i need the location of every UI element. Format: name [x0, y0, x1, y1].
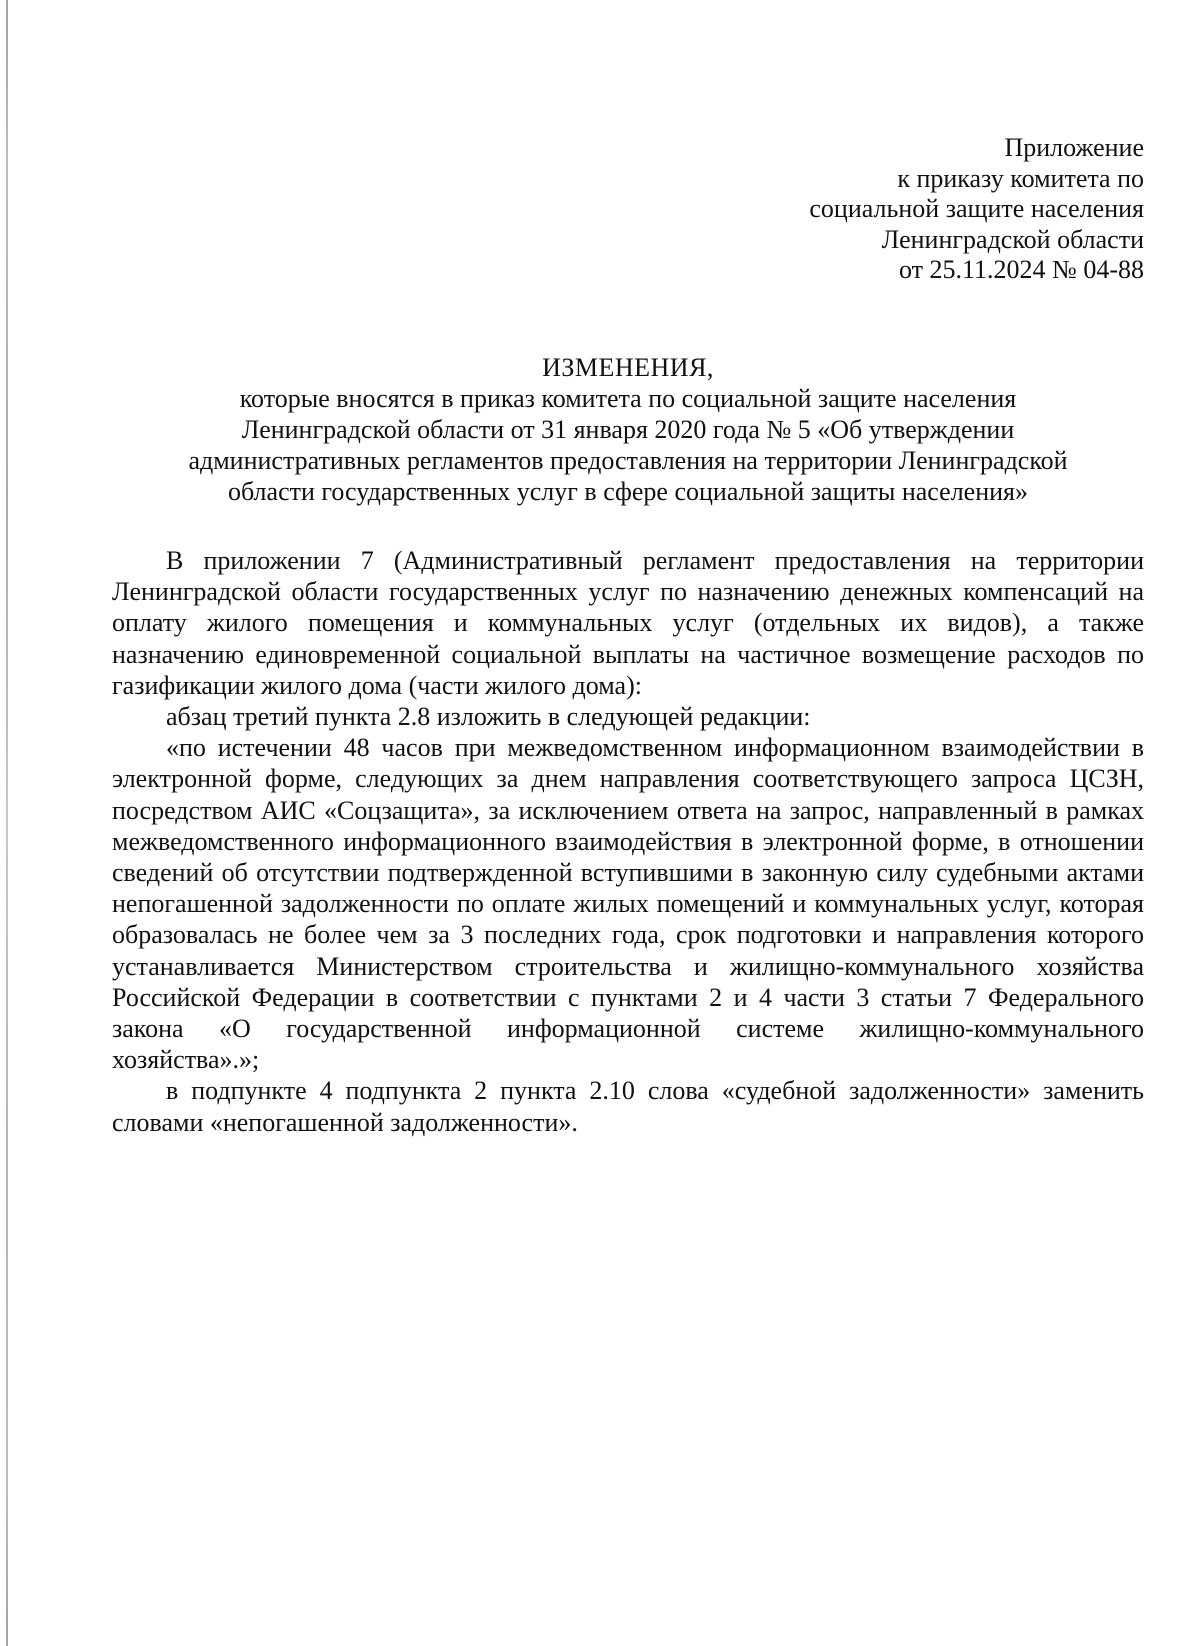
approval-line: Ленинградской области: [881, 224, 1144, 254]
body-paragraph: в подпункте 4 подпункта 2 пункта 2.10 слова «судебной задолженности» заменить словами «непогашенной задолженности».: [112, 1076, 1144, 1137]
approval-block: [809, 133, 1144, 286]
approval-line: от 25.11.2024 № 04-88: [898, 255, 1144, 284]
document-title: ИЗМЕНЕНИЯ,: [542, 353, 714, 382]
approval-line: социальной защите населения: [809, 194, 1144, 223]
document-subtitle-line: Ленинградской области от 31 января 2020 года № 5 «Об утверждении: [241, 415, 1015, 444]
scan-edge: [6, 0, 8, 1646]
approval-line: к приказу комитета по: [897, 163, 1144, 193]
body-paragraph: В приложении 7 (Административный регламент предоставления на территории Ленинградской области государственных услуг по назначению денежных компенсаций на оплату жилого помещения и коммунальных услуг (отдельных их видов), а также назначению единовременной социальной выплаты на частичное возмещение расходов по газификации жилого дома (части жилого дома):: [112, 546, 1144, 700]
document-subtitle-line: которые вносятся в приказ комитета по социальной защите населения: [239, 384, 1017, 413]
document-body: [112, 545, 1144, 1138]
body-paragraph: «по истечении 48 часов при межведомственном информационном взаимодействии в электронной форме, следующих за днем направления соответствующего запроса ЦСЗН, посредством АИС «Соцзащита», за исключением ответа на запрос, направленный в рамках межведомственного информационного взаимодействия в электронной форме, в отношении сведений об отсутствии подтвержденной вступившими в законную силу судебными актами непогашенной задолженности по оплате жилых помещений и коммунальных услуг, которая образовалась не более чем за 3 последних года, срок подготовки и направления которого устанавливается Министерством строительства и жилищно-коммунального хозяйства Российской Федерации в соответствии с пунктами 2 и 4 части 3 статьи 7 Федерального закона «О государственной информационной системе жилищно-коммунального хозяйства».»;: [112, 733, 1144, 1075]
approval-line: Приложение: [1004, 133, 1144, 162]
document-subtitle-line: административных регламентов предоставления на территории Ленинградской: [188, 446, 1068, 475]
document-heading: [112, 352, 1144, 507]
body-paragraph: абзац третий пункта 2.8 изложить в следующей редакции:: [166, 702, 811, 732]
document-subtitle-line: области государственных услуг в сфере социальной защиты населения»: [227, 477, 1029, 506]
